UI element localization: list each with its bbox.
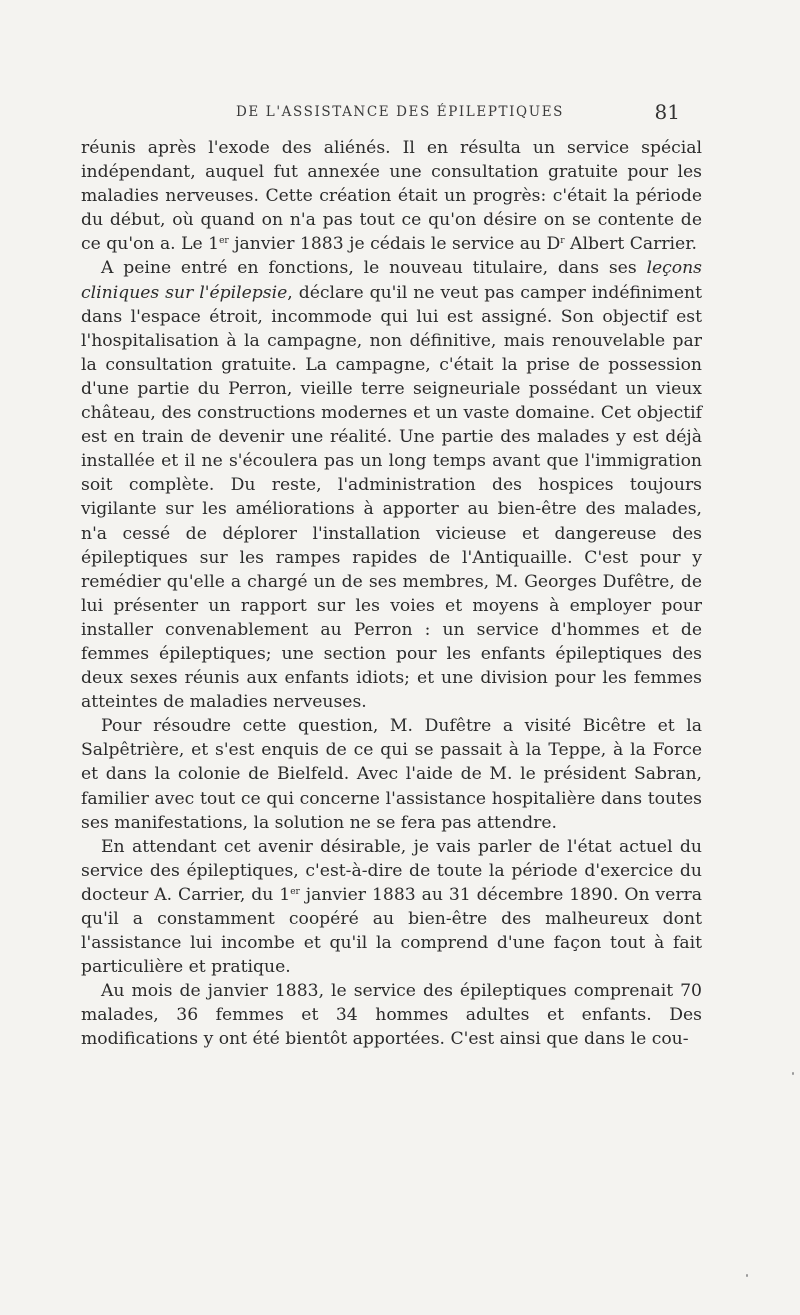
superscript-r: r bbox=[560, 236, 565, 247]
running-title: DE L'ASSISTANCE DES ÉPILEPTIQUES bbox=[235, 104, 564, 120]
paragraph-4-text-1: En attendant cet avenir désirable, je vais parler de l'état actuel du service des épileptiques, c'est-à-dire de toute la période d'exercice du docteur A. Carrier, du 1 bbox=[81, 836, 702, 905]
paragraph-3 bbox=[81, 714, 702, 834]
paragraph-1-text-3: Albert Carrier. bbox=[564, 234, 698, 255]
paper-speck bbox=[792, 1072, 794, 1075]
paper-speck bbox=[746, 1274, 748, 1277]
paragraph-1 bbox=[81, 136, 702, 256]
book-title-italic: leçons cliniques sur l'épilepsie bbox=[81, 258, 702, 303]
paragraph-1-text-2: janvier 1883 je cédais le service au D bbox=[228, 234, 561, 255]
paragraph-2-text-1: A peine entré en fonctions, le nouveau titulaire, dans ses bbox=[101, 258, 647, 279]
body-text bbox=[81, 136, 702, 1052]
superscript-er: er bbox=[290, 886, 300, 897]
paragraph-3-text-1: Pour résoudre cette question, M. Dufêtre a visité Bicêtre et la Salpêtrière, et s'est enquis de ce qui se passait à la Teppe, à la Force et dans la colonie de Bielfeld. Avec l'aide de M. le président Sabran, familier avec tout ce qui concerne l'assistance hospitalière dans toutes ses manifestations, la solution ne se fera pas attendre. bbox=[81, 716, 702, 833]
paragraph-2-text-2: , déclare qu'il ne veut pas camper indéfiniment dans l'espace étroit, incommode qui lui est assigné. Son objectif est l'hospitalisation à la campagne, non définitive, mais renouvelable par la consultation gratuite. La campagne, c'était la prise de possession d'une partie du Perron, vieille terre seigneuriale possédant un vieux château, des constructions modernes et un vaste domaine. Cet objectif est en train de devenir une réalité. Une partie des malades y est déjà installée et il ne s'écoulera pas un long temps avant que l'immigration soit complète. Du reste, l'administration des hospices toujours vigilante sur les améliorations à apporter au bien-être des malades, n'a cessé de déplorer l'installation vicieuse et dangereuse des épileptiques sur les rampes rapides de l'Antiquaille. C'est pour y remédier qu'elle a chargé un de ses membres, M. Georges Dufêtre, de lui présenter un rapport sur les voies et moyens à employer pour installer convenablement au Perron : un service d'hommes et de femmes épileptiques; une section pour les enfants épileptiques des deux sexes réunis aux enfants idiots; et une division pour les femmes atteintes de maladies nerveuses. bbox=[81, 282, 702, 713]
paragraph-1-text-1: réunis après l'exode des aliénés. Il en résulta un service spécial indépendant, auquel fut annexée une consultation gratuite pour les maladies nerveuses. Cette création était un progrès: c'était la période du début, où quand on n'a pas tout ce qu'on désire on se contente de ce qu'on a. Le 1 bbox=[81, 138, 702, 255]
page-number: 81 bbox=[654, 100, 680, 124]
paragraph-2 bbox=[81, 256, 702, 714]
superscript-er: er bbox=[219, 236, 229, 247]
running-head bbox=[200, 100, 680, 124]
paragraph-4 bbox=[81, 835, 702, 980]
paragraph-5 bbox=[81, 979, 702, 1051]
paragraph-5-text-1: Au mois de janvier 1883, le service des épileptiques comprenait 70 malades, 36 femmes et 34 hommes adultes et enfants. Des modifications y ont été bientôt apportées. C'est ainsi que dans le cou- bbox=[81, 981, 702, 1050]
paragraph-4-text-2: janvier 1883 au 31 décembre 1890. On verra qu'il a constamment coopéré au bien-être des malheureux dont l'assistance lui incombe et qu'il la comprend d'une façon tout à fait particulière et pratique. bbox=[81, 884, 702, 978]
